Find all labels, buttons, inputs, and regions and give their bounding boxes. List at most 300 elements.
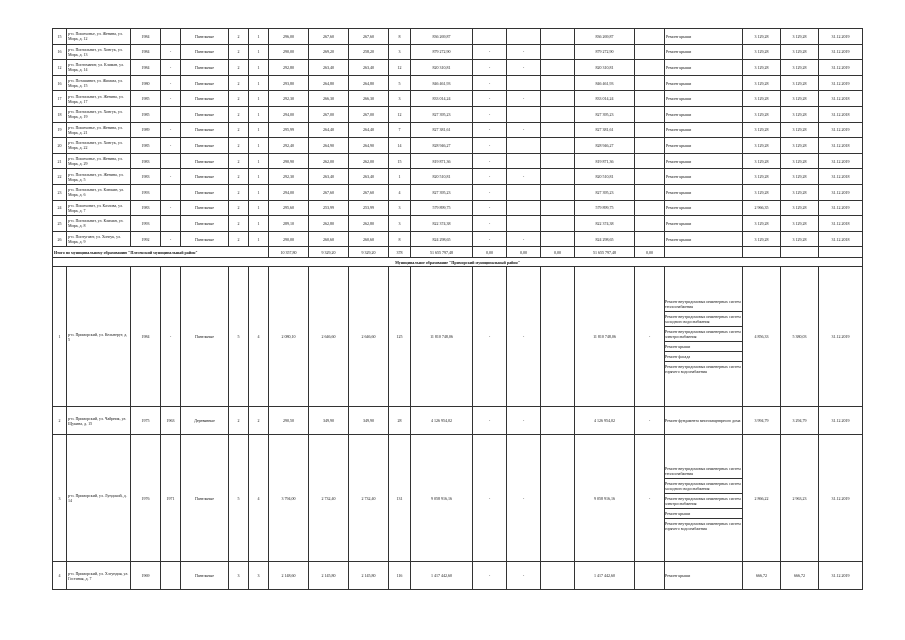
row-residents: 1: [389, 169, 411, 185]
row-fund-federal: -: [473, 60, 507, 76]
row-fund-other: [635, 44, 665, 60]
row-fund-federal: -: [473, 200, 507, 216]
row-entrances: 1: [249, 200, 269, 216]
total-fund-1: 0,00: [473, 247, 507, 258]
row-area-living: 263,40: [309, 60, 349, 76]
row-fund-regional: -: [507, 231, 541, 247]
table-row: [53, 267, 863, 407]
row-cost-total: 4 126 954,02: [411, 407, 473, 435]
total-cost: 51 655 797,48: [411, 247, 473, 258]
row-fund-regional: -: [507, 267, 541, 407]
table-row: [53, 407, 863, 435]
row-floors: 2: [229, 122, 249, 138]
row-fund-local: [541, 29, 575, 45]
row-completion-date: 31.12.2019: [819, 562, 863, 590]
row-wall-material: Панельные: [181, 106, 229, 122]
row-cost-total: 836 269,87: [411, 29, 473, 45]
row-area-living: 349,90: [309, 407, 349, 435]
row-fund-local: [541, 200, 575, 216]
row-wall-material: Панельные: [181, 75, 229, 91]
row-year-built: 1984: [131, 267, 161, 407]
row-year-repair: -: [161, 267, 181, 407]
row-year-repair: [161, 153, 181, 169]
row-area-total: 290,90: [269, 153, 309, 169]
row-year-repair: [161, 562, 181, 590]
row-year-built: 1985: [131, 138, 161, 154]
row-floors: 2: [229, 29, 249, 45]
row-fund-owners: 879 272,90: [575, 44, 635, 60]
row-address: р-п. Поптоманит, ул. Климан, ул. Мира, д. 14: [67, 60, 131, 76]
row-area-living-owned: 260,60: [349, 231, 389, 247]
work-type-item: Ремонт крыши: [665, 342, 742, 352]
row-area-living: 264,90: [309, 138, 349, 154]
row-unit-cost-max: 3 129,28: [781, 91, 819, 107]
row-unit-cost: 3 129,28: [743, 106, 781, 122]
row-number: 22: [53, 169, 67, 185]
row-address: р-п. Пошехонье, ул. Женина, ул. Мира, д. 21: [67, 122, 131, 138]
row-fund-regional: [507, 106, 541, 122]
total-group: [53, 247, 863, 267]
row-area-living: 260,60: [309, 231, 349, 247]
row-area-living-owned: 253,99: [349, 200, 389, 216]
row-fund-local: [541, 153, 575, 169]
row-work-type: Ремонт крыши: [665, 216, 743, 232]
row-area-living-owned: 2 145,80: [349, 562, 389, 590]
row-area-total: 295,99: [269, 122, 309, 138]
row-year-repair: -: [161, 122, 181, 138]
row-entrances: 4: [249, 267, 269, 407]
row-address: р-п. Приморский, ул. Кельнерут, д. 5: [67, 267, 131, 407]
row-fund-regional: [507, 200, 541, 216]
row-fund-local: [541, 75, 575, 91]
row-fund-local: [541, 435, 575, 562]
row-fund-local: [541, 267, 575, 407]
row-residents: 15: [389, 153, 411, 169]
row-unit-cost: 3 129,28: [743, 153, 781, 169]
row-cost-total: 819 871,36: [411, 153, 473, 169]
row-fund-owners: 820 310,81: [575, 60, 635, 76]
row-unit-cost: 3 129,28: [743, 60, 781, 76]
row-completion-date: 31.12.2019: [819, 153, 863, 169]
row-entrances: 1: [249, 184, 269, 200]
row-cost-total: 579 899,75: [411, 200, 473, 216]
row-year-built: 1984: [131, 44, 161, 60]
row-wall-material: Панельные: [181, 562, 229, 590]
row-floors: 2: [229, 184, 249, 200]
row-wall-material: Панельные: [181, 435, 229, 562]
row-number: 21: [53, 153, 67, 169]
row-area-total: 292,30: [269, 91, 309, 107]
row-area-living: 2 145,80: [309, 562, 349, 590]
row-year-built: 1980: [131, 75, 161, 91]
row-entrances: 1: [249, 169, 269, 185]
row-fund-owners: 827 395,23: [575, 184, 635, 200]
row-area-living-owned: 262,00: [349, 153, 389, 169]
row-area-living-owned: 262,80: [349, 216, 389, 232]
row-fund-federal: [473, 29, 507, 45]
row-fund-other: [635, 200, 665, 216]
row-fund-other: [635, 29, 665, 45]
row-unit-cost-max: 3 129,28: [781, 169, 819, 185]
row-unit-cost-max: 3 129,28: [781, 153, 819, 169]
row-year-built: 1984: [131, 60, 161, 76]
row-fund-regional: [507, 75, 541, 91]
row-year-repair: -: [161, 60, 181, 76]
row-area-living: 267,00: [309, 106, 349, 122]
row-unit-cost: 4 856,33: [743, 267, 781, 407]
row-cost-total: 846 461,93: [411, 75, 473, 91]
row-wall-material: Панельные: [181, 138, 229, 154]
row-fund-regional: -: [507, 407, 541, 435]
row-entrances: 1: [249, 75, 269, 91]
row-year-built: 1983: [131, 200, 161, 216]
row-address: р-п. Поптальнит, ул. Климан, ул. Мира, д. 8: [67, 216, 131, 232]
row-fund-other: [635, 562, 665, 590]
row-residents: 12: [389, 60, 411, 76]
total-area-3: 9 329,20: [349, 247, 389, 258]
rows-group-primorsky: [53, 267, 863, 590]
row-unit-cost: 3 129,28: [743, 29, 781, 45]
row-cost-total: 9 058 916,16: [411, 435, 473, 562]
row-fund-federal: -: [473, 91, 507, 107]
table-row: [53, 562, 863, 590]
row-wall-material: Панельные: [181, 153, 229, 169]
row-floors: 2: [229, 153, 249, 169]
row-area-living: 264,40: [309, 122, 349, 138]
total-fund-4: 51 655 797,48: [575, 247, 635, 258]
row-work-type: Ремонт крыши: [665, 60, 743, 76]
row-address: р-п. Поптальнит, ул. Хонгук, ул. Мира, д. 22: [67, 138, 131, 154]
row-fund-regional: -: [507, 435, 541, 562]
row-unit-cost: 666,72: [743, 562, 781, 590]
row-fund-other: [635, 169, 665, 185]
row-floors: 2: [229, 200, 249, 216]
row-number: 12: [53, 60, 67, 76]
row-completion-date: 31.12.2018: [819, 138, 863, 154]
municipality-header-row: [53, 258, 863, 267]
row-wall-material: Панельные: [181, 231, 229, 247]
table-row: [53, 91, 863, 107]
row-year-repair: 1963: [161, 407, 181, 435]
row-area-total: 292,40: [269, 138, 309, 154]
row-floors: 3: [229, 562, 249, 590]
row-address: р-п. Приморский, ул. Лундский, д. 14: [67, 435, 131, 562]
row-work-type: Ремонт крыши: [665, 200, 743, 216]
row-cost-total: 827 395,23: [411, 106, 473, 122]
row-year-repair: -: [161, 169, 181, 185]
table-row: [53, 184, 863, 200]
row-fund-owners: 836 269,87: [575, 29, 635, 45]
work-type-item: Ремонт внутридомовых инженерных систем горячего водоснабжения: [665, 364, 741, 375]
row-unit-cost-max: 666,72: [781, 562, 819, 590]
row-completion-date: 31.12.2019: [819, 407, 863, 435]
row-year-repair: [161, 106, 181, 122]
row-completion-date: 31.12.2019: [819, 29, 863, 45]
row-unit-cost-max: 2 963,23: [781, 435, 819, 562]
row-floors: 2: [229, 216, 249, 232]
table-row: [53, 231, 863, 247]
row-completion-date: 31.12.2019: [819, 75, 863, 91]
row-cost-total: 827 381,61: [411, 122, 473, 138]
row-year-repair: [161, 29, 181, 45]
row-fund-owners: 820 510,81: [575, 169, 635, 185]
row-entrances: 1: [249, 60, 269, 76]
row-fund-federal: -: [473, 184, 507, 200]
row-year-repair: -: [161, 138, 181, 154]
row-completion-date: 31.12.2019: [819, 435, 863, 562]
row-fund-owners: 833 014,24: [575, 91, 635, 107]
row-entrances: 1: [249, 29, 269, 45]
row-number: 15: [53, 29, 67, 45]
row-area-living: 269,20: [309, 44, 349, 60]
row-work-type: Ремонт крыши: [665, 231, 743, 247]
row-floors: 2: [229, 407, 249, 435]
row-wall-material: Панельные: [181, 267, 229, 407]
row-fund-federal: -: [473, 75, 507, 91]
row-fund-owners: 11 810 748,06: [575, 267, 635, 407]
row-year-repair: 1971: [161, 435, 181, 562]
row-fund-local: [541, 122, 575, 138]
work-type-item: Ремонт крыши: [665, 573, 691, 579]
row-unit-cost: 3 129,28: [743, 231, 781, 247]
row-entrances: 3: [249, 562, 269, 590]
row-fund-local: [541, 169, 575, 185]
table-row: [53, 75, 863, 91]
row-entrances: 1: [249, 153, 269, 169]
row-fund-local: [541, 91, 575, 107]
row-fund-federal: -: [473, 138, 507, 154]
row-area-living-owned: 264,90: [349, 138, 389, 154]
row-number: 23: [53, 184, 67, 200]
row-floors: 2: [229, 138, 249, 154]
row-address: р-п. Поташинит, ул. Жимаза, ул. Мира, д. 15: [67, 75, 131, 91]
row-unit-cost-max: 5 380,03: [781, 267, 819, 407]
row-area-living-owned: 266,30: [349, 91, 389, 107]
row-work-type: Ремонт крыши: [665, 44, 743, 60]
total-fund-2: 0,00: [507, 247, 541, 258]
row-work-type: Ремонт крыши: [665, 138, 743, 154]
row-fund-federal: -: [473, 153, 507, 169]
row-entrances: 1: [249, 106, 269, 122]
row-completion-date: 31.12.2018: [819, 169, 863, 185]
row-area-total: 2 080,10: [269, 267, 309, 407]
row-entrances: 1: [249, 122, 269, 138]
total-residents: 378: [389, 247, 411, 258]
row-work-type: Ремонт крыши: [665, 91, 743, 107]
table-row: [53, 106, 863, 122]
row-residents: 131: [389, 435, 411, 562]
row-fund-other: [635, 184, 665, 200]
row-fund-local: [541, 216, 575, 232]
row-number: 24: [53, 200, 67, 216]
table-row: [53, 122, 863, 138]
row-fund-local: [541, 184, 575, 200]
row-entrances: 1: [249, 138, 269, 154]
row-fund-other: -: [635, 435, 665, 562]
row-address: р-п. Пошехонье, ул. Женина, ул. Мира, д. 29: [67, 153, 131, 169]
row-unit-cost-max: 3 129,28: [781, 138, 819, 154]
row-work-types: [665, 267, 743, 407]
table-row: [53, 60, 863, 76]
work-type-item: Ремонт внутридомовых инженерных систем холодного водоснабжения: [665, 479, 742, 494]
row-work-types: [665, 407, 743, 435]
row-cost-total: 820 510,81: [411, 169, 473, 185]
row-fund-local: [541, 562, 575, 590]
document-sheet: [52, 28, 862, 590]
row-wall-material: Панельные: [181, 169, 229, 185]
row-unit-cost: 2 966,35: [743, 200, 781, 216]
row-area-total: 292,80: [269, 60, 309, 76]
row-area-total: 3 794,00: [269, 435, 309, 562]
row-entrances: 1: [249, 44, 269, 60]
row-unit-cost: 3 129,28: [743, 138, 781, 154]
row-number: 3: [53, 435, 67, 562]
row-wall-material: Панельные: [181, 91, 229, 107]
row-address: р-п. Поптугают, ул. Хонгук, ул. Мира, д. 9: [67, 231, 131, 247]
row-number: 18: [53, 106, 67, 122]
row-floors: 2: [229, 169, 249, 185]
row-fund-federal: -: [473, 169, 507, 185]
row-fund-regional: [507, 216, 541, 232]
table-row: [53, 29, 863, 45]
row-unit-cost: 3 129,28: [743, 122, 781, 138]
row-year-repair: -: [161, 44, 181, 60]
row-number: 17: [53, 91, 67, 107]
row-wall-material: Панельные: [181, 200, 229, 216]
row-fund-federal: -: [473, 106, 507, 122]
row-area-total: 289,10: [269, 216, 309, 232]
row-number: 19: [53, 122, 67, 138]
row-address: р-п. Поптальнит, ул. Женина, ул. Мира, д. 5: [67, 169, 131, 185]
row-residents: 3: [389, 216, 411, 232]
row-fund-regional: [507, 138, 541, 154]
row-area-living: 267,60: [309, 29, 349, 45]
row-area-total: 295,60: [269, 200, 309, 216]
row-completion-date: 31.12.2018: [819, 231, 863, 247]
row-fund-regional: [507, 184, 541, 200]
row-number: 26: [53, 231, 67, 247]
row-fund-owners: 824 298,65: [575, 231, 635, 247]
row-year-repair: [161, 184, 181, 200]
row-unit-cost: 3 129,28: [743, 169, 781, 185]
row-completion-date: 31.12.2018: [819, 216, 863, 232]
row-address: р-п. Поптальнит, ул. Хонгук, ул. Мира, д. 19: [67, 106, 131, 122]
row-completion-date: 31.12.2019: [819, 267, 863, 407]
row-fund-federal: -: [473, 44, 507, 60]
row-fund-owners: 579 899,75: [575, 200, 635, 216]
row-area-living: 262,80: [309, 216, 349, 232]
row-fund-owners: 822 374,38: [575, 216, 635, 232]
row-area-living-owned: 258,20: [349, 44, 389, 60]
row-cost-total: 833 014,24: [411, 91, 473, 107]
row-residents: 4: [389, 184, 411, 200]
row-year-built: 1985: [131, 91, 161, 107]
row-year-built: 1983: [131, 169, 161, 185]
row-residents: 14: [389, 138, 411, 154]
row-unit-cost: 3 129,28: [743, 75, 781, 91]
row-area-total: 296,00: [269, 29, 309, 45]
row-entrances: 1: [249, 216, 269, 232]
row-area-living: 2 732,40: [309, 435, 349, 562]
row-address: р-п. Приморский, ул. Чайрник, ул. Щукина, д. 15: [67, 407, 131, 435]
row-year-built: 1985: [131, 106, 161, 122]
row-completion-date: 31.12.2018: [819, 106, 863, 122]
row-year-built: 1993: [131, 184, 161, 200]
row-residents: 125: [389, 267, 411, 407]
row-cost-total: 1 417 442,60: [411, 562, 473, 590]
row-area-total: 290,00: [269, 44, 309, 60]
row-year-built: 1993: [131, 216, 161, 232]
row-area-living-owned: 2 732,40: [349, 435, 389, 562]
row-number: 4: [53, 562, 67, 590]
row-work-type: Ремонт крыши: [665, 75, 743, 91]
row-completion-date: 31.12.2018: [819, 91, 863, 107]
row-number: 16: [53, 44, 67, 60]
row-cost-total: 828 946,27: [411, 138, 473, 154]
row-address: р-п. Поптальнит, ул. Женина, ул. Мира, д. 17: [67, 91, 131, 107]
row-wall-material: Панельные: [181, 29, 229, 45]
row-area-living-owned: 2 646,60: [349, 267, 389, 407]
row-year-built: 1992: [131, 231, 161, 247]
table-row: [53, 44, 863, 60]
row-work-type: Ремонт крыши: [665, 29, 743, 45]
row-fund-federal: -: [473, 231, 507, 247]
row-fund-local: [541, 106, 575, 122]
row-unit-cost-max: 3 129,28: [781, 44, 819, 60]
row-area-total: 294,00: [269, 106, 309, 122]
row-address: р-п. Приморский, ул. Хлгундия, ул. Гостиная, д. 7: [67, 562, 131, 590]
table-row: [53, 216, 863, 232]
row-address: р-п. Пошехонит, ул. Казлова, ул. Мира, д. 7: [67, 200, 131, 216]
row-work-type: Ремонт крыши: [665, 184, 743, 200]
row-area-living-owned: 264,40: [349, 122, 389, 138]
row-area-living: 263,40: [309, 169, 349, 185]
row-number: 25: [53, 216, 67, 232]
work-type-item: Ремонт внутридомовых инженерных систем горячего водоснабжения: [665, 520, 741, 531]
total-row: [53, 247, 863, 258]
row-entrances: 1: [249, 231, 269, 247]
row-area-total: 293,80: [269, 75, 309, 91]
row-residents: 3: [389, 91, 411, 107]
table-row: [53, 435, 863, 562]
row-fund-local: [541, 60, 575, 76]
row-unit-cost-max: 3 129,28: [781, 184, 819, 200]
row-completion-date: 31.12.2019: [819, 44, 863, 60]
row-fund-other: [635, 75, 665, 91]
rows-group-plesensky: [53, 29, 863, 247]
row-wall-material: Панельные: [181, 184, 229, 200]
row-year-built: 1984: [131, 29, 161, 45]
row-floors: 5: [229, 267, 249, 407]
row-fund-regional: -: [507, 122, 541, 138]
row-fund-federal: -: [473, 562, 507, 590]
row-work-type: Ремонт крыши: [665, 153, 743, 169]
row-unit-cost-max: 3 129,28: [781, 106, 819, 122]
row-area-living-owned: 349,90: [349, 407, 389, 435]
row-area-total: 292,30: [269, 169, 309, 185]
row-fund-other: [635, 122, 665, 138]
row-address: р-п. Поптальнит, ул. Клюкин, ул. Мира, д. 6: [67, 184, 131, 200]
row-number: 20: [53, 138, 67, 154]
row-fund-other: [635, 60, 665, 76]
row-wall-material: Панельные: [181, 216, 229, 232]
row-residents: 8: [389, 29, 411, 45]
row-work-type: Ремонт крыши: [665, 106, 743, 122]
row-unit-cost: 3 129,28: [743, 44, 781, 60]
row-entrances: 2: [249, 407, 269, 435]
row-floors: 2: [229, 231, 249, 247]
row-work-types: [665, 562, 743, 590]
